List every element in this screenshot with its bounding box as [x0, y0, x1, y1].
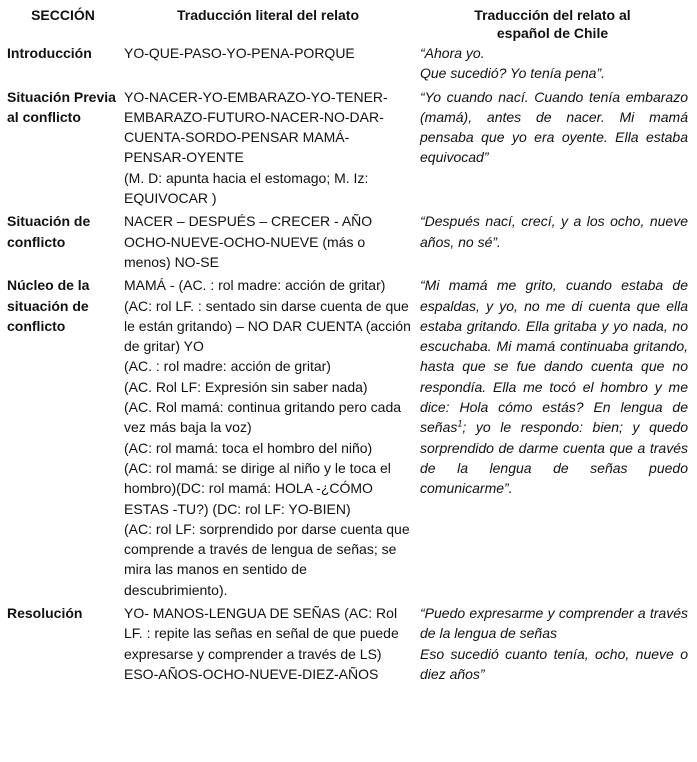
- translation-line: Eso sucedió cuanto tenía, ocho, nueve o diez años”: [420, 645, 688, 682]
- translation-line: “Ahora yo.: [420, 45, 485, 61]
- header-chile-line1: Traducción del relato al: [474, 7, 631, 23]
- row-section: Situación Previa al conflicto: [7, 88, 116, 125]
- header-chile: [414, 2, 691, 43]
- row-literal: YO-QUE-PASO-YO-PENA-PORQUE: [124, 45, 355, 61]
- translation-line: “Puedo expresarme y comprender a través de la lengua de señas: [420, 605, 688, 642]
- row-literal: YO-NACER-YO-EMBARAZO-YO-TENER-EMBARAZO-FUTURO-NACER-NO-DAR-CUENTA-SORDO-PENSAR MAMÁ-PENSAR-OYENTE (M. D: apunta hacia el estomago; M. Iz: EQUIVOCAR ): [124, 88, 388, 207]
- row-literal: NACER – DESPUÉS – CRECER - AÑO OCHO-NUEVE-OCHO-NUEVE (más o menos) NO-SE: [124, 213, 373, 270]
- row-literal: MAMÁ - (AC. : rol madre: acción de gritar) (AC: rol LF. : sentado sin darse cuenta de que le están gritando) – NO DAR CUENTA (acción de gritar) YO (AC. : rol madre: acción de gritar) (AC. Rol LF: Expresión sin saber nada) (AC. Rol mamá: continua gritando pero cada vez más baja la voz) (AC: rol mamá: toca el hombro del niño) (AC: rol mamá: se dirige al niño y le toca el hombro)(DC: rol mamá: HOLA -¿CÓMO ESTAS -TU?) (DC: rol LF: YO-BIEN) (AC: rol LF: sorprendido por darse cuenta que comprende a través de lengua de señas; se mira las manos en sentido de descubrimiento).: [124, 277, 411, 598]
- row-translation: [414, 275, 691, 603]
- table-row: [4, 603, 691, 687]
- row-translation: “Yo cuando nací. Cuando tenía embarazo (mamá), antes de nacer. Mi mamá pensaba que yo era oyente. Ella estaba equivocad”: [420, 88, 688, 166]
- row-translation: [414, 603, 691, 687]
- row-section: Núcleo de la situación de conflicto: [7, 277, 90, 334]
- header-chile-line2: español de Chile: [496, 25, 609, 41]
- row-section: Resolución: [7, 605, 83, 622]
- footnote-marker: 1: [457, 418, 463, 429]
- translation-part-a: “Mi mamá me grito, cuando estaba de espaldas, y yo, no me di cuenta que ella estaba gritando. Ella gritaba y yo nada, no escuchaba. Mi mamá continuaba gritando, hasta que se fue dando cuenta que no respondía. Ella me tocó el hombro y me dice: Hola cómo estás? En lengua de señas: [420, 277, 688, 436]
- story-translation-table: [4, 2, 691, 687]
- table-row: [4, 211, 691, 275]
- table-row: [4, 275, 691, 603]
- header-section: SECCIÓN: [31, 7, 95, 23]
- table-row: [4, 43, 691, 87]
- row-section: Introducción: [7, 45, 92, 61]
- row-translation: [414, 43, 691, 87]
- translation-line: Que sucedió? Yo tenía pena”.: [420, 65, 605, 82]
- row-section: Situación de conflicto: [7, 213, 91, 250]
- translation-part-b: ; yo le respondo: bien; y quedo sorprendido de darme cuenta que a través de la lengua de señas puedo comunicarme”.: [420, 419, 688, 497]
- table-row: [4, 87, 691, 212]
- row-literal: YO- MANOS-LENGUA DE SEÑAS (AC: Rol LF. : repite las señas en señal de que puede expresarse y comprender a través de LS) ESO-AÑOS-OCHO-NUEVE-DIEZ-AÑOS: [124, 605, 399, 682]
- header-row: [4, 2, 691, 43]
- header-literal: Traducción literal del relato: [176, 7, 360, 23]
- row-translation: “Después nací, crecí, y a los ocho, nueve años, no sé”.: [420, 213, 688, 250]
